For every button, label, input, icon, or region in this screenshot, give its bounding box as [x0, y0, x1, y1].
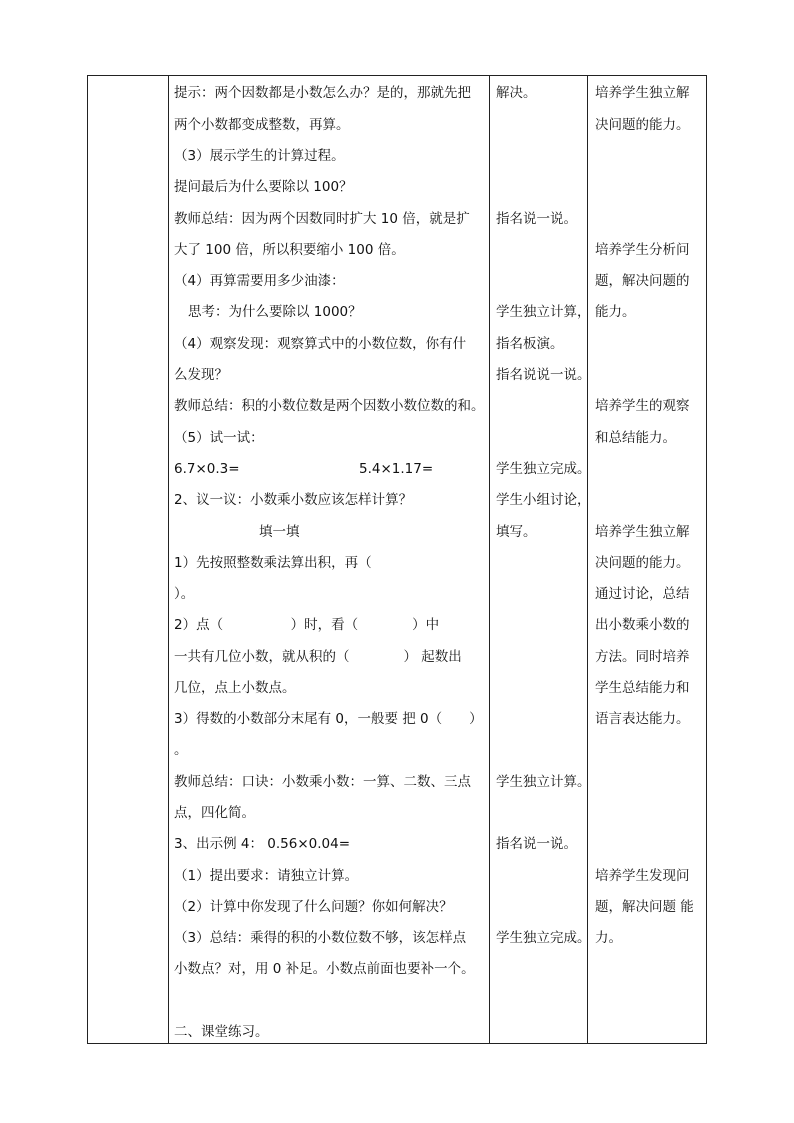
process-line: 提问最后为什么要除以 100？: [174, 179, 353, 195]
student-line: 学生独立计算，: [496, 304, 591, 320]
fill-in-heading: 填一填: [259, 524, 300, 540]
intent-line: 力。: [595, 930, 622, 946]
column-divider-3: [587, 76, 588, 1043]
process-line: 提示：两个因数都是小数怎么办？是的，那就先把: [174, 85, 471, 101]
process-line: 3、出示例 4： 0.56×0.04=: [174, 836, 351, 852]
student-line: 学生小组讨论，: [496, 492, 591, 508]
process-line: 1）先按照整数乘法算出积，再（: [174, 555, 372, 571]
process-line: （3）总结：乘得的积的小数位数不够，该怎样点: [174, 930, 467, 946]
intent-line: 学生总结能力和: [595, 680, 690, 696]
intent-line: 能力。: [595, 304, 636, 320]
intent-line: 和总结能力。: [595, 430, 676, 446]
process-line: 2）点（ ）时，看（ ）中: [174, 617, 440, 633]
process-line: （3）展示学生的计算过程。: [174, 148, 345, 164]
intent-line: 出小数乘小数的: [595, 617, 690, 633]
intent-line: 培养学生独立解: [595, 524, 690, 540]
intent-line: 培养学生分析问: [595, 242, 690, 258]
section-heading: 二、课堂练习。: [174, 1024, 269, 1040]
student-line: 指名说一说。: [496, 211, 577, 227]
process-line: 小数点？对，用 0 补足。小数点前面也要补一个。: [174, 961, 475, 977]
process-line: （4）再算需要用多少油漆：: [174, 273, 345, 289]
intent-line: 题，解决问题 能: [595, 899, 694, 915]
equation-left: 6.7×0.3=: [174, 461, 240, 477]
process-line: 教师总结：积的小数位数是两个因数小数位数的和。: [174, 398, 485, 414]
student-line: 填写。: [496, 524, 537, 540]
lesson-plan-table: [87, 75, 707, 1044]
student-line: 解决。: [496, 85, 537, 101]
intent-line: 题，解决问题的: [595, 273, 690, 289]
process-line: 教师总结：因为两个因数同时扩大 10 倍，就是扩: [174, 211, 470, 227]
equation-right: 5.4×1.17=: [359, 461, 434, 477]
intent-line: 培养学生独立解: [595, 85, 690, 101]
intent-line: 培养学生的观察: [595, 398, 690, 414]
process-line: 2、议一议：小数乘小数应该怎样计算？: [174, 492, 413, 508]
process-line: 大了 100 倍，所以积要缩小 100 倍。: [174, 242, 405, 258]
process-line: （4）观察发现：观察算式中的小数位数，你有什: [174, 336, 467, 352]
student-line: 学生独立计算。: [496, 774, 591, 790]
intent-line: 决问题的能力。: [595, 555, 690, 571]
intent-line: 通过讨论，总结: [595, 586, 690, 602]
student-line: 指名板演。: [496, 336, 564, 352]
process-line: 几位，点上小数点。: [174, 680, 296, 696]
process-line: （2）计算中你发现了什么问题？你如何解决？: [174, 899, 453, 915]
student-line: 指名说一说。: [496, 836, 577, 852]
process-line: 教师总结：口诀：小数乘小数：一算、二数、三点: [174, 774, 471, 790]
process-line: 一共有几位小数，就从积的（ ） 起数出: [174, 649, 462, 665]
intent-line: 培养学生发现问: [595, 868, 690, 884]
student-line: 学生独立完成。: [496, 461, 591, 477]
process-line: 3）得数的小数部分末尾有 0，一般要 把 0（ ）: [174, 711, 483, 727]
intent-line: 决问题的能力。: [595, 117, 690, 133]
intent-line: 语言表达能力。: [595, 711, 690, 727]
process-line: 。: [174, 742, 188, 758]
column-divider-1: [168, 76, 169, 1043]
process-line: ）。: [174, 586, 195, 602]
process-line: 点，四化简。: [174, 805, 255, 821]
process-line: 思考：为什么要除以 1000？: [188, 304, 362, 320]
student-line: 指名说说一说。: [496, 367, 591, 383]
student-line: 学生独立完成。: [496, 930, 591, 946]
process-line: 么发现？: [174, 367, 228, 383]
process-line: （1）提出要求：请独立计算。: [174, 868, 359, 884]
intent-line: 方法。同时培养: [595, 649, 690, 665]
process-line: （5）试一试：: [174, 430, 264, 446]
process-line: 两个小数都变成整数，再算。: [174, 117, 350, 133]
column-divider-2: [489, 76, 490, 1043]
